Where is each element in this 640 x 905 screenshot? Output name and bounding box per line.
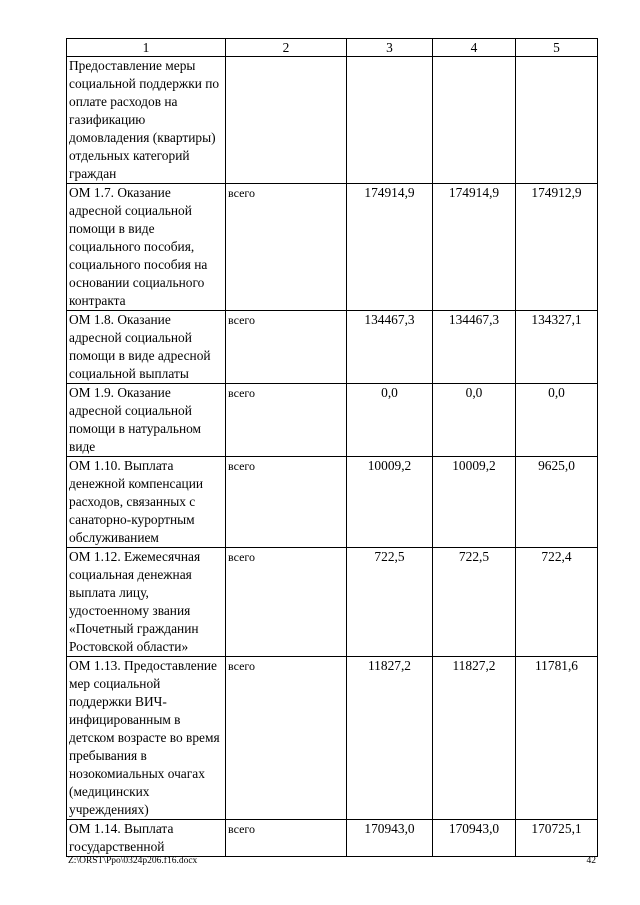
value-col-4: 722,5 <box>433 548 516 657</box>
value-col-5: 174912,9 <box>516 184 598 311</box>
measure-name: ОМ 1.12. Ежемесячная социальная денежная выплата лицу, удостоенному звания «Почетный гражданин Ростовской области» <box>67 548 226 657</box>
value-col-3: 722,5 <box>347 548 433 657</box>
table-row <box>67 57 598 184</box>
measure-name: ОМ 1.8. Оказание адресной социальной помощи в виде адресной социальной выплаты <box>67 311 226 384</box>
value-col-5: 9625,0 <box>516 457 598 548</box>
funding-source: всего <box>226 820 347 857</box>
value-col-3: 10009,2 <box>347 457 433 548</box>
measure-name: ОМ 1.14. Выплата государственной <box>67 820 226 857</box>
measure-name: ОМ 1.9. Оказание адресной социальной помощи в натуральном виде <box>67 384 226 457</box>
header-cell-3: 3 <box>347 39 433 57</box>
header-cell-1: 1 <box>67 39 226 57</box>
header-row <box>67 39 598 57</box>
table-row <box>67 820 598 857</box>
measure-name: ОМ 1.7. Оказание адресной социальной помощи в виде социального пособия, социального пособия на основании социального контракта <box>67 184 226 311</box>
table-row <box>67 457 598 548</box>
table-row <box>67 657 598 820</box>
page-number: 42 <box>586 856 596 866</box>
measure-name: Предоставление меры социальной поддержки по оплате расходов на газификацию домовладения (квартиры) отдельных категорий граждан <box>67 57 226 184</box>
value-col-3: 11827,2 <box>347 657 433 820</box>
value-col-5: 170725,1 <box>516 820 598 857</box>
value-col-4: 10009,2 <box>433 457 516 548</box>
value-col-4: 174914,9 <box>433 184 516 311</box>
table-row <box>67 184 598 311</box>
funding-source: всего <box>226 184 347 311</box>
value-col-5: 0,0 <box>516 384 598 457</box>
measure-name: ОМ 1.10. Выплата денежной компенсации расходов, связанных с санаторно-курортным обслуживанием <box>67 457 226 548</box>
value-col-5: 134327,1 <box>516 311 598 384</box>
header-cell-5: 5 <box>516 39 598 57</box>
value-col-5: 722,4 <box>516 548 598 657</box>
header-cell-2: 2 <box>226 39 347 57</box>
value-col-4: 0,0 <box>433 384 516 457</box>
funding-source: всего <box>226 384 347 457</box>
budget-table <box>66 38 598 857</box>
value-col-5 <box>516 57 598 184</box>
value-col-4: 134467,3 <box>433 311 516 384</box>
funding-source: всего <box>226 657 347 820</box>
table-row <box>67 384 598 457</box>
value-col-3 <box>347 57 433 184</box>
header-cell-4: 4 <box>433 39 516 57</box>
value-col-5: 11781,6 <box>516 657 598 820</box>
value-col-3: 134467,3 <box>347 311 433 384</box>
value-col-4: 11827,2 <box>433 657 516 820</box>
funding-source: всего <box>226 311 347 384</box>
value-col-4: 170943,0 <box>433 820 516 857</box>
value-col-4 <box>433 57 516 184</box>
value-col-3: 174914,9 <box>347 184 433 311</box>
footer-file-path: Z:\ORST\Ppo\0324p206.f16.docx <box>68 856 198 866</box>
table-row <box>67 548 598 657</box>
funding-source <box>226 57 347 184</box>
table-row <box>67 311 598 384</box>
funding-source: всего <box>226 548 347 657</box>
funding-source: всего <box>226 457 347 548</box>
value-col-3: 170943,0 <box>347 820 433 857</box>
value-col-3: 0,0 <box>347 384 433 457</box>
measure-name: ОМ 1.13. Предоставление мер социальной поддержки ВИЧ-инфицированным в детском возрасте во время пребывания в нозокомиальных очагах (медицинских учреждениях) <box>67 657 226 820</box>
